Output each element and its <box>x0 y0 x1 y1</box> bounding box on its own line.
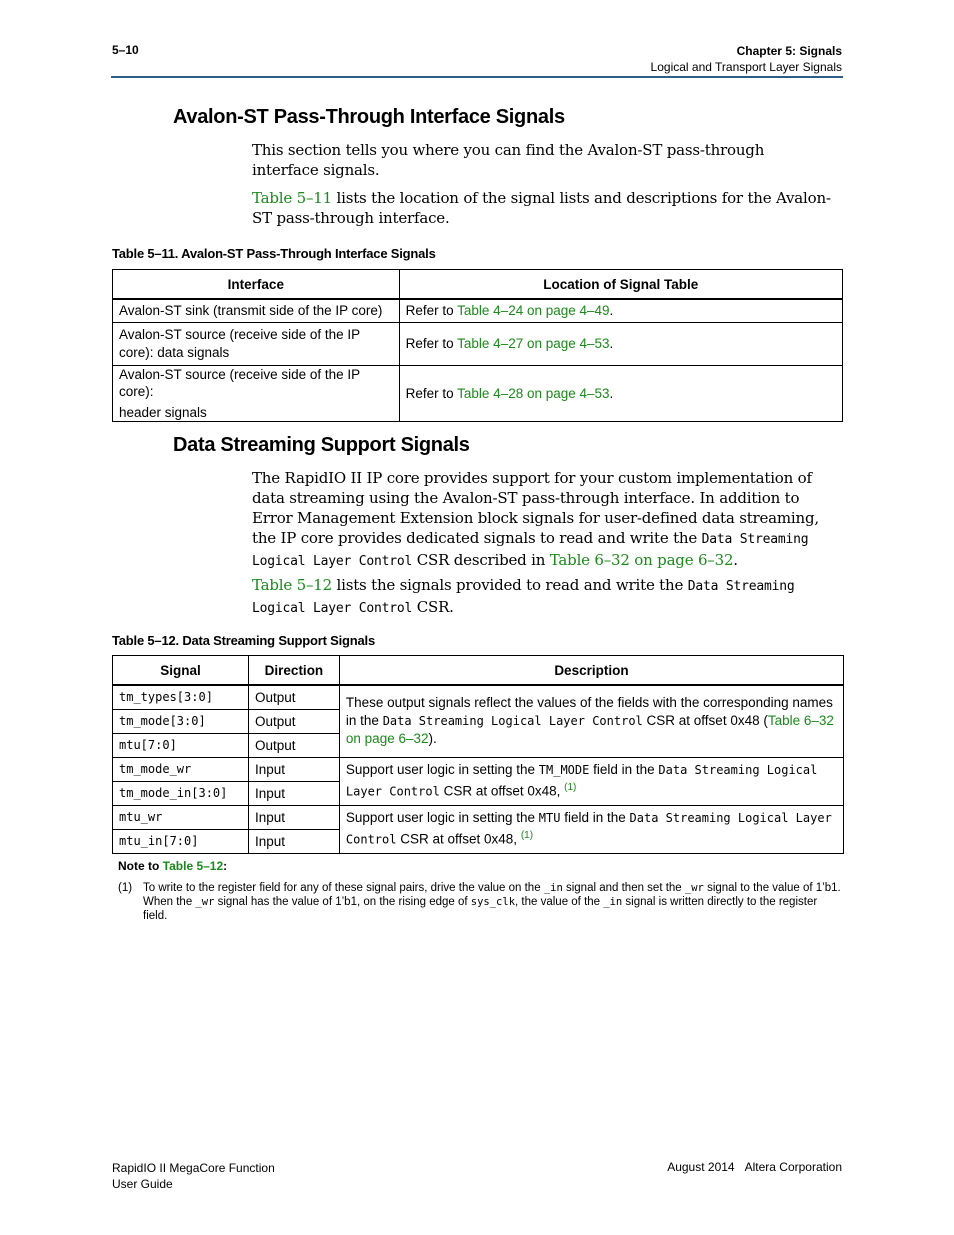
table-5-11 <box>112 269 843 422</box>
document-type: User Guide <box>112 1177 173 1191</box>
signal-cell: tm_mode_wr <box>113 757 249 781</box>
section2-paragraph-1: The RapidIO II IP core provides support for your custom implementation of data streaming using the Avalon-ST pass-through interface. In addition to Error Management Extension block signals for user-defined data streaming, the IP core provides dedicated signals to read and write the Data Streaming Logical Layer Control CSR described in Table 6–32 on page 6–32. <box>252 469 819 569</box>
direction-cell: Input <box>248 805 339 829</box>
table-row <box>113 365 843 421</box>
direction-cell: Input <box>248 757 339 781</box>
table-row <box>113 805 844 829</box>
header-rule <box>111 76 843 78</box>
table-row <box>113 757 844 781</box>
section-heading-avalon-st: Avalon-ST Pass-Through Interface Signals <box>173 106 565 128</box>
note-number: (1) <box>118 882 133 894</box>
interface-cell: Avalon-ST sink (transmit side of the IP core) <box>113 299 400 322</box>
table-4-28-link[interactable]: Table 4–28 on page 4–53 <box>457 385 610 401</box>
table-6-32-link[interactable]: Table 6–32 on page 6–32 <box>345 713 834 747</box>
footer-left <box>112 1160 275 1192</box>
column-header-location: Location of Signal Table <box>399 270 842 300</box>
column-header-interface: Interface <box>113 270 400 300</box>
location-cell: Refer to Table 4–27 on page 4–53. <box>399 322 842 365</box>
signal-cell: tm_mode[3:0] <box>113 709 249 733</box>
chapter-title: Chapter 5: Signals <box>736 44 842 58</box>
running-header <box>651 43 842 75</box>
direction-cell: Output <box>248 685 339 709</box>
signal-cell: tm_mode_in[3:0] <box>113 781 249 805</box>
description-cell: These output signals reflect the values of the fields with the corresponding names in the Data Streaming Logical Layer Control CSR at offset 0x48 (Table 6–32 on page 6–32). <box>339 685 843 757</box>
table-5-12-link[interactable]: Table 5–12 <box>162 859 224 873</box>
publish-date: August 2014 <box>667 1160 735 1174</box>
location-cell: Refer to Table 4–24 on page 4–49. <box>399 299 842 322</box>
page-number: 5–10 <box>112 43 139 57</box>
footer-right <box>667 1160 842 1174</box>
section-heading-data-streaming: Data Streaming Support Signals <box>173 434 470 456</box>
notes-title: Note to Table 5–12: <box>118 859 228 873</box>
table-5-11-caption: Table 5–11. Avalon-ST Pass-Through Interface Signals <box>112 246 436 261</box>
company-name: Altera Corporation <box>744 1160 842 1174</box>
table-6-32-link[interactable]: Table 6–32 on page 6–32 <box>549 551 734 569</box>
signal-cell: mtu[7:0] <box>113 733 249 757</box>
table-4-27-link[interactable]: Table 4–27 on page 4–53 <box>457 336 610 351</box>
table-5-12-link[interactable]: Table 5–12 <box>252 576 332 594</box>
direction-cell: Output <box>248 709 339 733</box>
note-text: To write to the register field for any of these signal pairs, drive the value on the _in signal and then set the _wr signal to the value of 1’b1. When the _wr signal has the value of 1’b1, on the rising edge of sys_clk, the value of the _in signal is written directly to the register field. <box>143 882 841 922</box>
section-title: Logical and Transport Layer Signals <box>650 60 842 74</box>
footnote-ref[interactable]: (1) <box>520 830 534 842</box>
footnote-ref[interactable]: (1) <box>564 782 577 794</box>
table-row <box>113 322 843 365</box>
direction-cell: Output <box>248 733 339 757</box>
location-cell: Refer to Table 4–28 on page 4–53. <box>399 365 842 421</box>
table-row <box>113 685 844 709</box>
interface-cell: Avalon-ST source (receive side of the IP core): header signals <box>113 365 400 421</box>
signal-cell: tm_types[3:0] <box>113 685 249 709</box>
interface-cell: Avalon-ST source (receive side of the IP core): data signals <box>113 322 400 365</box>
column-header-description: Description <box>339 656 843 686</box>
description-cell: Support user logic in setting the MTU field in the Data Streaming Logical Layer Control CSR at offset 0x48, $^{(1)}$ <box>339 805 843 853</box>
signal-cell: mtu_wr <box>113 805 249 829</box>
direction-cell: Input <box>248 829 339 853</box>
column-header-direction: Direction <box>248 656 339 686</box>
section1-paragraph-2: Table 5–11 lists the location of the signal lists and descriptions for the Avalon-ST pass-through interface. <box>252 189 831 227</box>
table-4-24-link[interactable]: Table 4–24 on page 4–49 <box>457 303 610 319</box>
table-5-12-caption: Table 5–12. Data Streaming Support Signals <box>112 633 375 648</box>
section2-paragraph-2: Table 5–12 lists the signals provided to read and write the Data Streaming Logical Layer Control CSR. <box>252 576 795 616</box>
product-name: RapidIO II MegaCore Function <box>112 1161 275 1175</box>
direction-cell: Input <box>248 781 339 805</box>
description-cell: Support user logic in setting the TM_MODE field in the Data Streaming Logical Layer Control CSR at offset 0x48, $^{(1)}$ <box>339 757 843 805</box>
table-5-12 <box>112 655 844 854</box>
column-header-signal: Signal <box>113 656 249 686</box>
signal-cell: mtu_in[7:0] <box>113 829 249 853</box>
section1-paragraph-1: This section tells you where you can find the Avalon-ST pass-through interface signals. <box>252 141 765 179</box>
table-5-11-link[interactable]: Table 5–11 <box>252 189 332 207</box>
table-row <box>113 299 843 322</box>
